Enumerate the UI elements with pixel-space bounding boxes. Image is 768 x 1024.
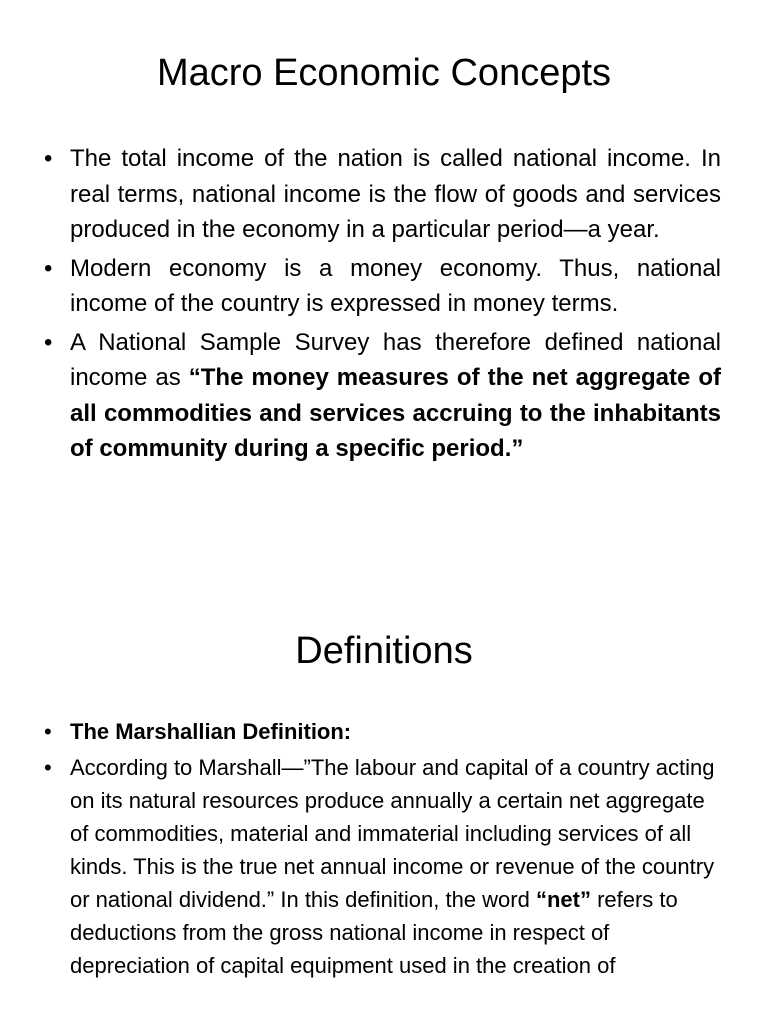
- bullet-text: [70, 755, 714, 978]
- definition-quote: “The money measures of the net aggregate of all commodities and services accruing to the inhabitants of community during a specific period.”: [70, 364, 721, 462]
- slide-title: Macro Economic Concepts: [156, 52, 612, 94]
- definition-lead-text: A National Sample Survey has therefore defined national income as: [70, 328, 721, 391]
- bullet-icon: •: [44, 254, 53, 282]
- bullet-icon: •: [44, 755, 52, 780]
- bullet-item: [44, 751, 721, 982]
- bullet-item: [44, 141, 721, 248]
- bullet-list: [44, 715, 721, 985]
- section-heading: The Marshallian Definition:: [70, 719, 352, 744]
- bullet-icon: •: [44, 145, 53, 172]
- slide-definitions: [0, 590, 768, 1024]
- bullet-icon: •: [44, 328, 53, 356]
- bullet-list: [44, 141, 721, 470]
- bullet-text: The total income of the nation is called national income. In real terms, national income is the flow of goods and services produced in the economy in a particular period—a year.: [70, 145, 721, 243]
- net-term: “net”: [535, 887, 591, 912]
- marshall-continuation-text: refers to deductions from the gross national income in respect of depreciation of capital equipment used in the creation of: [70, 887, 678, 978]
- bullet-item: [44, 325, 721, 467]
- bullet-text: Modern economy is a money economy. Thus, national income of the country is expressed in money terms.: [70, 254, 721, 317]
- marshall-quote-text: According to Marshall—”The labour and capital of a country acting on its natural resources produce annually a certain net aggregate of commodities, material and immaterial including services of all kinds. This is the true net annual income or revenue of the country or national dividend.” In this definition, the word: [70, 755, 715, 912]
- slide-title: Definitions: [295, 630, 473, 672]
- bullet-item: [44, 251, 721, 322]
- bullet-item: [44, 715, 721, 748]
- bullet-icon: •: [44, 719, 52, 744]
- bullet-text: [70, 325, 721, 467]
